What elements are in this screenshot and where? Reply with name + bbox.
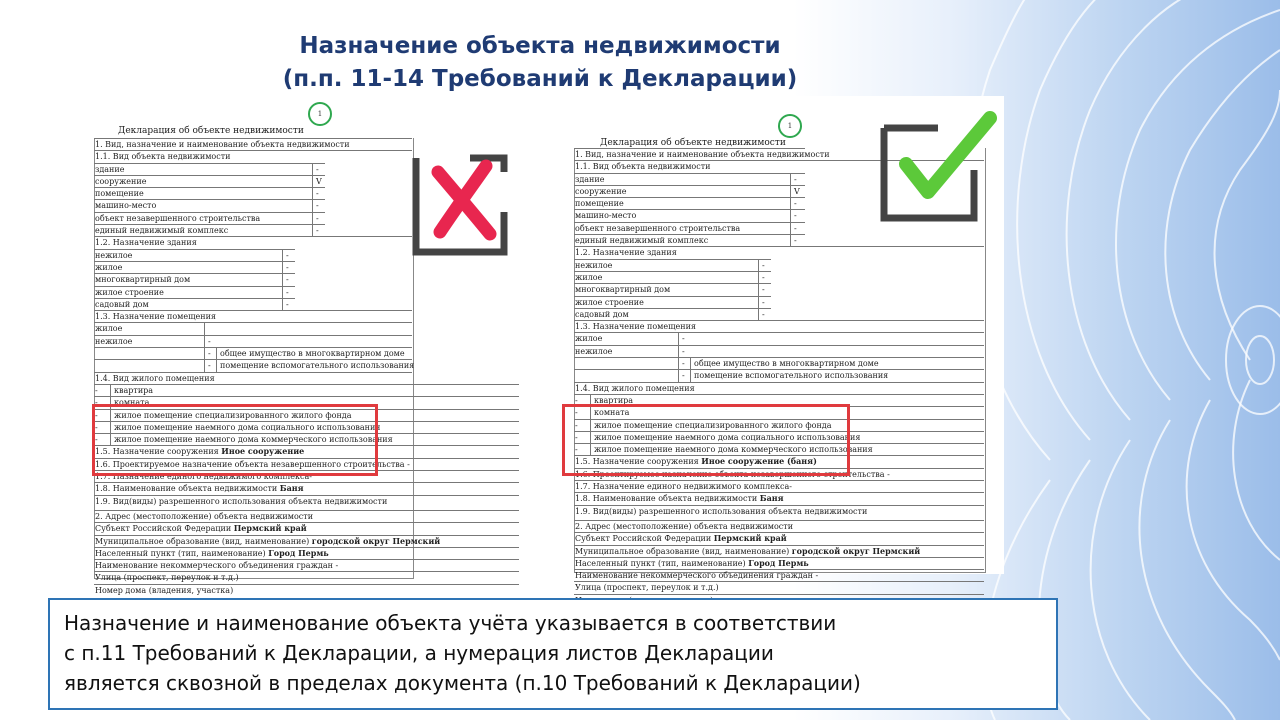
room-purpose-label: жилое [575, 334, 603, 344]
object-name-value: Баня [759, 493, 784, 504]
room-purpose-mark: - [678, 358, 685, 369]
dwelling-kind-mark: - [95, 435, 98, 445]
dwelling-kind-label: жилое помещение специализированного жилого фонда [590, 420, 831, 431]
kind-row [94, 212, 325, 224]
building-purpose-row [94, 298, 295, 310]
section-1-1-heading: 1.1. Вид объекта недвижимости [94, 150, 412, 162]
kind-label: здание [95, 164, 125, 174]
settlement-label: Населенный пункт (тип, наименование) [575, 558, 746, 568]
dwelling-kind-label: жилое помещение наемного дома социального использования [590, 432, 860, 443]
unfinished-purpose-row: 1.6. Проектируемое назначение объекта незавершенного строительства - [574, 468, 984, 480]
kind-row [94, 163, 325, 175]
settlement-value: Город Пермь [748, 557, 809, 568]
caption-line-3: является сквозной в пределах документа (п.10 Требований к Декларации) [64, 671, 861, 695]
section-1-1-heading: 1.1. Вид объекта недвижимости [574, 160, 984, 172]
dwelling-kind-label: квартира [110, 385, 153, 396]
kind-row [574, 173, 805, 185]
room-purpose-extra: общее имущество в многоквартирном доме [216, 348, 405, 359]
kind-label: помещение [575, 199, 624, 209]
building-purpose-row [574, 259, 771, 271]
room-purpose-row [94, 347, 412, 359]
room-purpose-label: нежилое [95, 336, 133, 346]
kind-mark: V [312, 176, 322, 187]
kind-row [94, 224, 325, 236]
section-1-2-heading: 1.2. Назначение здания [94, 236, 412, 248]
room-purpose-mark: - [678, 370, 685, 381]
room-purpose-label: жилое [95, 324, 123, 334]
object-name-label: 1.8. Наименование объекта недвижимости [95, 484, 278, 494]
kind-row [574, 197, 805, 209]
section-1-3-heading: 1.3. Назначение помещения [574, 320, 984, 332]
kind-label: помещение [95, 189, 144, 199]
building-purpose-label: жилое [95, 262, 123, 272]
building-purpose-label: садовый дом [95, 299, 149, 309]
building-purpose-label: нежилое [575, 260, 613, 270]
dwelling-kind-label: комната [590, 407, 629, 418]
dwelling-kind-label: жилое помещение наемного дома коммерческого использования [110, 434, 393, 445]
room-purpose-mark: - [204, 360, 211, 371]
building-purpose-mark: - [758, 272, 765, 283]
settlement-value: Город Пермь [268, 547, 329, 558]
building-purpose-row [574, 271, 771, 283]
form-rows [94, 138, 441, 596]
municipal-label: Муниципальное образование (вид, наименование) [95, 536, 310, 546]
room-purpose-label: нежилое [575, 346, 613, 356]
dwelling-kind-mark: - [95, 398, 98, 408]
kind-label: здание [575, 174, 605, 184]
section-1-4-heading: 1.4. Вид жилого помещения [574, 382, 984, 394]
settlement-row [94, 547, 519, 559]
building-purpose-row [94, 249, 295, 261]
kind-row [574, 222, 805, 234]
permitted-use-row: 1.9. Вид(виды) разрешенного использования объекта недвижимости [94, 495, 519, 507]
kind-mark: V [790, 186, 800, 197]
kind-row [574, 234, 805, 246]
house-row: Номер дома (владения, участка) [94, 584, 519, 596]
complex-purpose-row: 1.7. Назначение единого недвижимого комплекса- [94, 470, 519, 482]
subject-row [94, 522, 519, 534]
building-purpose-mark: - [758, 297, 765, 308]
building-purpose-mark: - [282, 299, 289, 310]
unfinished-purpose-row: 1.6. Проектируемое назначение объекта незавершенного строительства - [94, 458, 519, 470]
kind-label: единый недвижимый комплекс [95, 226, 229, 236]
street-row: Улица (проспект, переулок и т.д.) [574, 581, 984, 593]
highlight-box [92, 404, 378, 476]
subject-label: Субъект Российской Федерации [95, 524, 232, 534]
building-purpose-label: садовый дом [575, 309, 629, 319]
building-purpose-label: жилое строение [575, 297, 644, 307]
explanation-caption [48, 598, 1058, 710]
room-purpose-extra: общее имущество в многоквартирном доме [690, 358, 879, 369]
kind-mark: - [790, 235, 797, 246]
room-purpose-mark: - [678, 333, 685, 344]
building-purpose-mark: - [758, 284, 765, 295]
building-purpose-mark: - [758, 309, 765, 320]
kind-mark: - [312, 213, 319, 224]
kind-row [574, 209, 805, 221]
room-purpose-mark: - [678, 346, 685, 357]
subject-row [574, 532, 984, 544]
room-purpose-row [574, 369, 984, 381]
building-purpose-row [574, 296, 771, 308]
dwelling-kind-label: жилое помещение наемного дома коммерческого использования [590, 444, 873, 455]
room-purpose-row [574, 357, 984, 369]
kind-label: машино-место [575, 211, 637, 221]
section-1-3-heading: 1.3. Назначение помещения [94, 310, 412, 322]
room-purpose-row [574, 345, 984, 357]
settlement-row [574, 557, 984, 569]
object-name-label: 1.8. Наименование объекта недвижимости [575, 494, 758, 504]
section-1-heading: 1. Вид, назначение и наименование объекта недвижимости [575, 150, 830, 159]
kind-mark: - [790, 223, 797, 234]
settlement-label: Населенный пункт (тип, наименование) [95, 548, 266, 558]
kind-row [94, 175, 325, 187]
municipal-value: городской округ Пермский [791, 545, 921, 556]
dwelling-kind-label: жилое помещение наемного дома социального использования [110, 422, 380, 433]
highlight-box [562, 404, 850, 476]
building-purpose-mark: - [758, 260, 765, 271]
nko-row: Наименование некоммерческого объединения граждан - [94, 559, 519, 571]
room-purpose-row [574, 332, 984, 344]
kind-label: машино-место [95, 201, 157, 211]
building-purpose-mark: - [282, 274, 289, 285]
section-1-heading: 1. Вид, назначение и наименование объекта недвижимости [94, 138, 412, 150]
dwelling-kind-mark: - [575, 445, 578, 455]
cross-icon [410, 152, 510, 258]
room-purpose-row [94, 359, 415, 371]
kind-mark: - [312, 164, 319, 175]
permitted-use-row: 1.9. Вид(виды) разрешенного использования объекта недвижимости [574, 505, 984, 517]
building-purpose-mark: - [282, 262, 289, 273]
building-purpose-label: жилое [575, 272, 603, 282]
kind-mark: - [312, 188, 319, 199]
section-2-heading: 2. Адрес (местоположение) объекта недвижимости [574, 520, 984, 532]
kind-mark: - [790, 198, 797, 209]
street-row: Улица (проспект, переулок и т.д.) [94, 571, 519, 583]
room-purpose-row [94, 335, 412, 347]
document-heading: Декларация об объекте недвижимости [118, 126, 304, 136]
dwelling-kind-mark: - [95, 385, 98, 395]
kind-mark: - [312, 200, 319, 211]
dwelling-kind-mark: - [575, 408, 578, 418]
page-number-badge: 1 [778, 114, 802, 138]
nko-row: Наименование некоммерческого объединения граждан - [574, 569, 984, 581]
kind-mark: - [790, 174, 797, 185]
building-purpose-label: многоквартирный дом [575, 285, 671, 295]
section-2-heading: 2. Адрес (местоположение) объекта недвижимости [94, 510, 519, 522]
building-purpose-row [94, 286, 295, 298]
dwelling-kind-label: комната [110, 397, 149, 408]
dwelling-kind-label: жилое помещение специализированного жилого фонда [110, 410, 351, 421]
dwelling-kind-mark: - [575, 420, 578, 430]
title-line-2: (п.п. 11-14 Требований к Декларации) [282, 66, 798, 92]
subject-label: Субъект Российской Федерации [575, 534, 712, 544]
room-purpose-extra: помещение вспомогательного использования [690, 370, 888, 381]
room-purpose-mark: - [204, 348, 211, 359]
building-purpose-row [94, 261, 295, 273]
building-purpose-mark: - [282, 250, 289, 261]
kind-label: объект незавершенного строительства [575, 223, 741, 233]
dwelling-kind-mark: - [95, 422, 98, 432]
structure-purpose-value: Иное сооружение (баня) [701, 456, 817, 467]
kind-label: сооружение [575, 186, 627, 196]
kind-row [574, 185, 805, 197]
municipal-value: городской округ Пермский [311, 535, 441, 546]
slide-title [220, 30, 860, 96]
section-1-2-heading: 1.2. Назначение здания [574, 246, 984, 258]
building-purpose-row [574, 308, 771, 320]
kind-label: сооружение [95, 176, 147, 186]
dwelling-kind-mark: - [95, 410, 98, 420]
municipal-row [94, 535, 519, 547]
kind-label: объект незавершенного строительства [95, 213, 261, 223]
municipal-row [574, 545, 984, 557]
room-purpose-row [94, 322, 412, 334]
municipal-label: Муниципальное образование (вид, наименование) [575, 546, 790, 556]
room-purpose-mark: - [204, 336, 211, 347]
subject-value: Пермский край [713, 533, 787, 544]
building-purpose-row [574, 283, 771, 295]
section-1-4-heading: 1.4. Вид жилого помещения [94, 372, 412, 384]
dwelling-kind-mark: - [575, 395, 578, 405]
building-purpose-row [94, 273, 295, 285]
kind-row [94, 187, 325, 199]
dwelling-kind-label: квартира [590, 395, 633, 406]
title-line-1: Назначение объекта недвижимости [299, 33, 781, 59]
object-name-row [574, 492, 984, 504]
complex-purpose-row: 1.7. Назначение единого недвижимого комплекса- [574, 480, 984, 492]
structure-purpose-label: 1.5. Назначение сооружения [575, 457, 699, 467]
caption-line-1: Назначение и наименование объекта учёта указывается в соответствии [64, 611, 837, 635]
structure-purpose-value: Иное сооружение [221, 446, 305, 457]
dwelling-kind-row [94, 384, 519, 396]
object-name-value: Баня [279, 483, 304, 494]
kind-label: единый недвижимый комплекс [575, 236, 709, 246]
building-purpose-label: многоквартирный дом [95, 275, 191, 285]
kind-mark: - [312, 225, 319, 236]
caption-line-2: с п.11 Требований к Декларации, а нумерация листов Декларации [64, 641, 774, 665]
building-purpose-label: жилое строение [95, 287, 164, 297]
room-purpose-extra: помещение вспомогательного использования [216, 360, 414, 371]
page-number-badge: 1 [308, 102, 332, 126]
check-icon [878, 106, 1000, 224]
building-purpose-label: нежилое [95, 250, 133, 260]
building-purpose-mark: - [282, 287, 289, 298]
object-name-row [94, 482, 519, 494]
document-heading: Декларация об объекте недвижимости [600, 138, 786, 148]
structure-purpose-label: 1.5. Назначение сооружения [95, 447, 219, 457]
room-purpose-mark [204, 323, 208, 334]
dwelling-kind-mark: - [575, 432, 578, 442]
checkbox-frame [884, 128, 974, 218]
subject-value: Пермский край [233, 523, 307, 534]
kind-row [94, 199, 325, 211]
kind-mark: - [790, 210, 797, 221]
